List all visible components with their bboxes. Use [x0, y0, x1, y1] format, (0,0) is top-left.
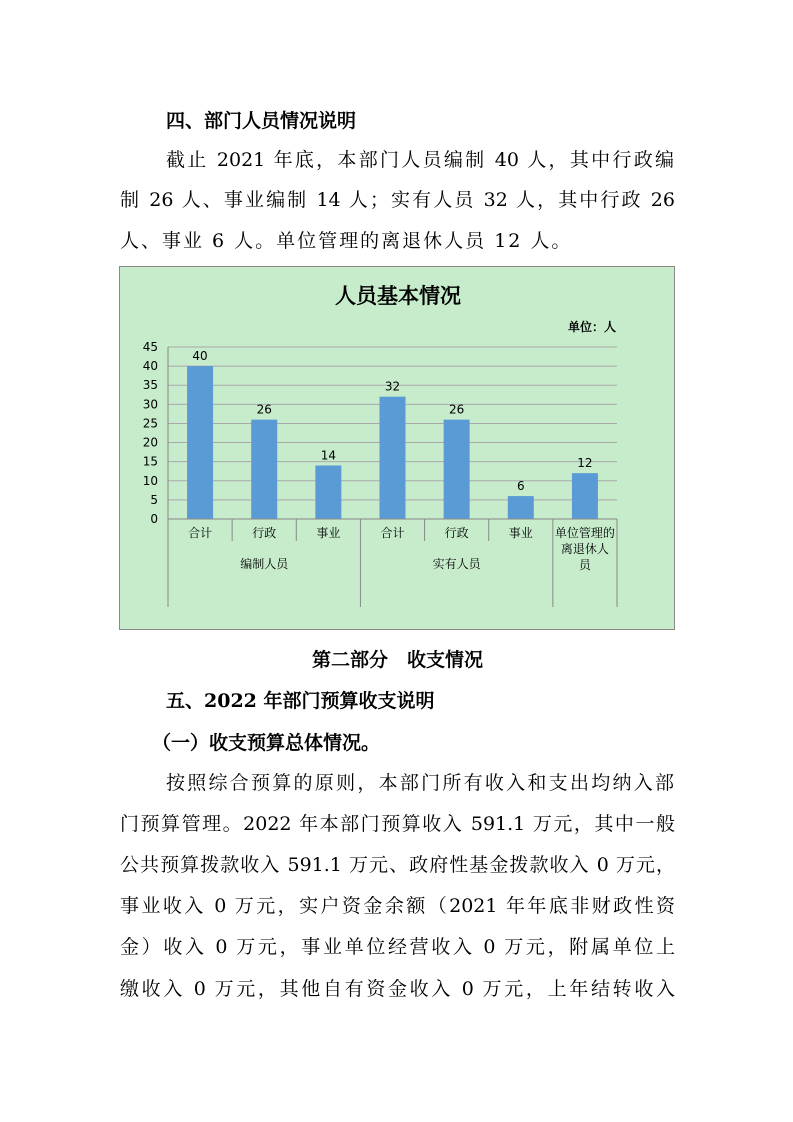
chart-title: 人员基本情况 [335, 285, 461, 308]
bar-6 [508, 496, 534, 519]
bar-3 [315, 465, 341, 519]
group-label-2: 实有人员 [432, 557, 481, 571]
category-label-6: 事业 [508, 526, 533, 540]
y-tick-label: 25 [142, 416, 158, 431]
chart-svg [120, 267, 676, 631]
category-label-2: 行政 [252, 526, 277, 540]
section4-para-line-3: 人、事业 6 人。单位管理的离退休人员 12 人。 [120, 230, 573, 252]
budget-para-line-5: 金）收入 0 万元，事业单位经营收入 0 万元，附属单位上 [120, 936, 675, 958]
data-label-1: 40 [192, 349, 208, 364]
bar-1 [187, 366, 213, 519]
y-tick-label: 20 [142, 435, 158, 450]
group-label-1: 编制人员 [240, 557, 289, 571]
data-label-3: 14 [320, 448, 336, 463]
bar-5 [444, 420, 470, 519]
subsection1-heading: （一）收支预算总体情况。 [152, 732, 381, 754]
y-tick-label: 0 [150, 512, 158, 526]
y-tick-label: 5 [150, 492, 158, 507]
y-tick-label: 30 [142, 397, 158, 412]
data-label-5: 26 [449, 402, 465, 417]
y-tick-label: 10 [142, 473, 158, 488]
category-label-3: 事业 [316, 526, 341, 540]
part2-title: 第二部分 收支情况 [311, 649, 483, 671]
category-label-7: 单位管理的 [554, 526, 615, 540]
bar-4 [380, 397, 406, 519]
section5-heading: 五、2022 年部门预算收支说明 [166, 690, 435, 712]
y-tick-label: 40 [142, 359, 158, 374]
data-label-4: 32 [384, 379, 401, 394]
personnel-chart [119, 266, 675, 630]
category-label-5: 行政 [444, 526, 469, 540]
bar-2 [251, 420, 277, 519]
y-tick-label: 45 [142, 340, 158, 354]
budget-para-line-3: 公共预算拨款收入 591.1 万元、政府性基金拨款收入 0 万元， [120, 854, 675, 876]
budget-para-line-4: 事业收入 0 万元，实户资金余额（2021 年年底非财政性资 [120, 895, 675, 917]
category-label-7: 员 [578, 558, 591, 572]
y-tick-label: 15 [142, 454, 158, 469]
chart-unit-label: 单位：人 [567, 320, 616, 334]
bar-7 [572, 473, 598, 519]
section4-para-line-1: 截止 2021 年底，本部门人员编制 40 人，其中行政编 [166, 149, 674, 171]
budget-para-line-2: 门预算管理。2022 年本部门预算收入 591.1 万元，其中一般 [120, 813, 675, 835]
section4-heading: 四、部门人员情况说明 [166, 110, 357, 132]
category-label-7: 离退休人 [560, 542, 609, 556]
y-tick-label: 35 [142, 378, 158, 393]
section4-para-line-2: 制 26 人、事业编制 14 人；实有人员 32 人，其中行政 26 [120, 189, 675, 211]
budget-para-line-1: 按照综合预算的原则，本部门所有收入和支出均纳入部 [166, 772, 674, 794]
data-label-2: 26 [256, 402, 272, 417]
data-label-7: 12 [577, 456, 593, 471]
data-label-6: 6 [516, 479, 525, 494]
category-label-4: 合计 [380, 526, 405, 540]
category-label-1: 合计 [188, 526, 213, 540]
budget-para-line-6: 缴收入 0 万元，其他自有资金收入 0 万元，上年结转收入 [120, 978, 675, 1000]
